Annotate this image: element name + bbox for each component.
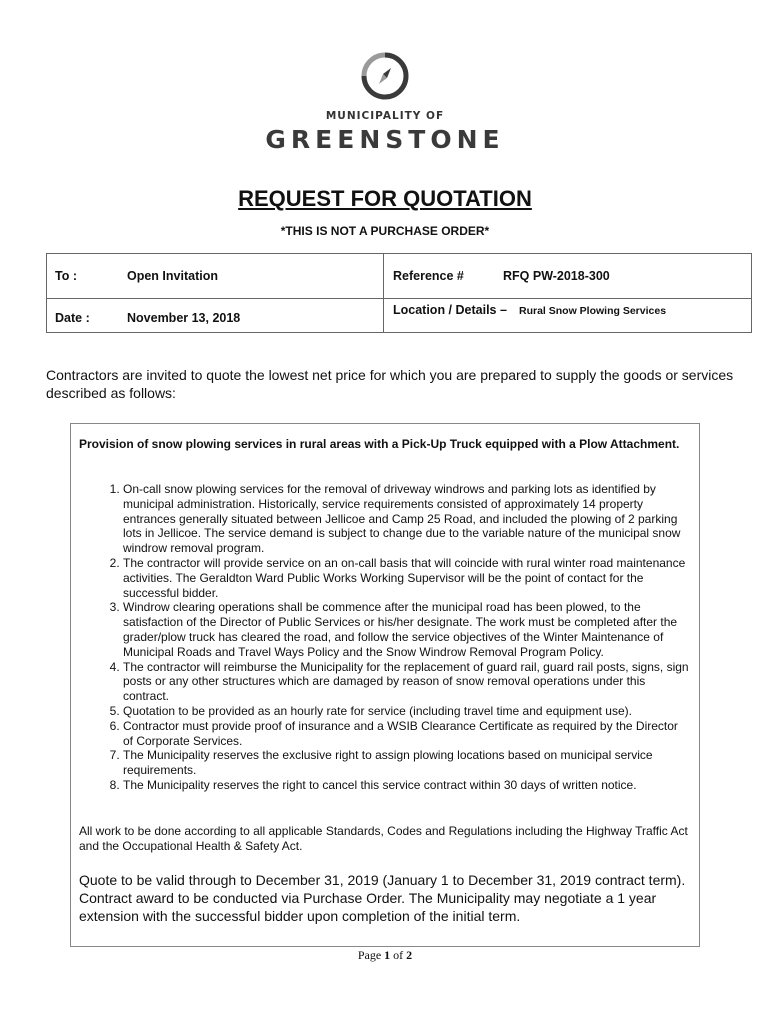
date-label: Date : — [55, 311, 90, 325]
to-value: Open Invitation — [127, 269, 218, 283]
page-number: 1 — [384, 948, 391, 962]
page-footer — [0, 948, 770, 963]
location-value: Rural Snow Plowing Services — [519, 305, 667, 317]
scope-item: 3. Windrow clearing operations shall be commence after the municipal road has been plowed, to the satisfaction of the Director of Public Services or his/her designate. The work must be completed after the grader/plow truck has cleared the road, and follow the service objectives of the Winter Maintenance of Municipal Roads and Travel Ways Policy and the Snow Windrow Removal Program Policy. — [123, 600, 691, 659]
scope-item: 5. Quotation to be provided as an hourly rate for service (including travel time and equipment use). — [123, 704, 691, 719]
location-label: Location / Details – — [393, 303, 507, 317]
date-value: November 13, 2018 — [127, 311, 241, 325]
reference-label: Reference # — [393, 269, 464, 283]
scope-heading: Provision of snow plowing services in rural areas with a Pick-Up Truck equipped with a Plow Attachment. — [79, 437, 680, 451]
municipality-logo — [0, 52, 770, 154]
standards-note: All work to be done according to all applicable Standards, Codes and Regulations including the Highway Traffic Act and the Occupational Health & Safety Act. — [79, 824, 688, 853]
of-word: of — [393, 948, 404, 962]
reference-value: RFQ PW-2018-300 — [503, 269, 610, 283]
scope-item: 7. The Municipality reserves the exclusive right to assign plowing locations based on municipal service requirements. — [123, 748, 691, 778]
scope-list — [79, 482, 691, 793]
info-divider-vertical — [383, 254, 384, 332]
scope-item: 1. On-call snow plowing services for the removal of driveway windrows and parking lots as identified by municipal administration. Historically, service requirements consisted of approximately 14 property entrances generally situated between Jellicoe and Camp 25 Road, and included the plowing of 2 parking lots in Jellicoe. The service demand is subject to change due to the variable nature of the municipal snow windrow removal program. — [123, 482, 691, 556]
scope-item: 2. The contractor will provide service on an on-call basis that will coincide with rural winter road maintenance activities. The Geraldton Ward Public Works Working Supervisor will be the point of contact for the successful bidder. — [123, 556, 691, 600]
org-name-small: MUNICIPALITY OF — [325, 110, 445, 122]
page-title: REQUEST FOR QUOTATION — [238, 186, 532, 211]
scope-item: 6. Contractor must provide proof of insurance and a WSIB Clearance Certificate as required by the Director of Corporate Services. — [123, 719, 691, 749]
compass-icon — [361, 52, 409, 100]
info-table — [46, 253, 752, 333]
page-word: Page — [357, 948, 382, 962]
scope-item: 4. The contractor will reimburse the Municipality for the replacement of guard rail, guard rail posts, signs, sign posts or any other structures which are damaged by reason of snow removal operations under this contract. — [123, 660, 691, 704]
scope-box — [70, 423, 700, 947]
info-divider-horizontal — [47, 298, 751, 299]
to-label: To : — [55, 269, 77, 283]
intro-paragraph: Contractors are invited to quote the lowest net price for which you are prepared to supply the goods or services described as follows: — [46, 367, 734, 401]
page-subtitle: *THIS IS NOT A PURCHASE ORDER* — [280, 224, 490, 238]
org-name-big: GREENSTONE — [265, 125, 505, 154]
page-total: 2 — [406, 948, 413, 962]
quote-validity: Quote to be valid through to December 31, 2019 (January 1 to December 31, 2019 contract term). Contract award to be conducted via Purchase Order. The Municipality may negotiate a 1 year extension with the successful bidder upon completion of the initial term. — [79, 872, 686, 924]
scope-item: 8. The Municipality reserves the right to cancel this service contract within 30 days of written notice. — [123, 778, 691, 793]
